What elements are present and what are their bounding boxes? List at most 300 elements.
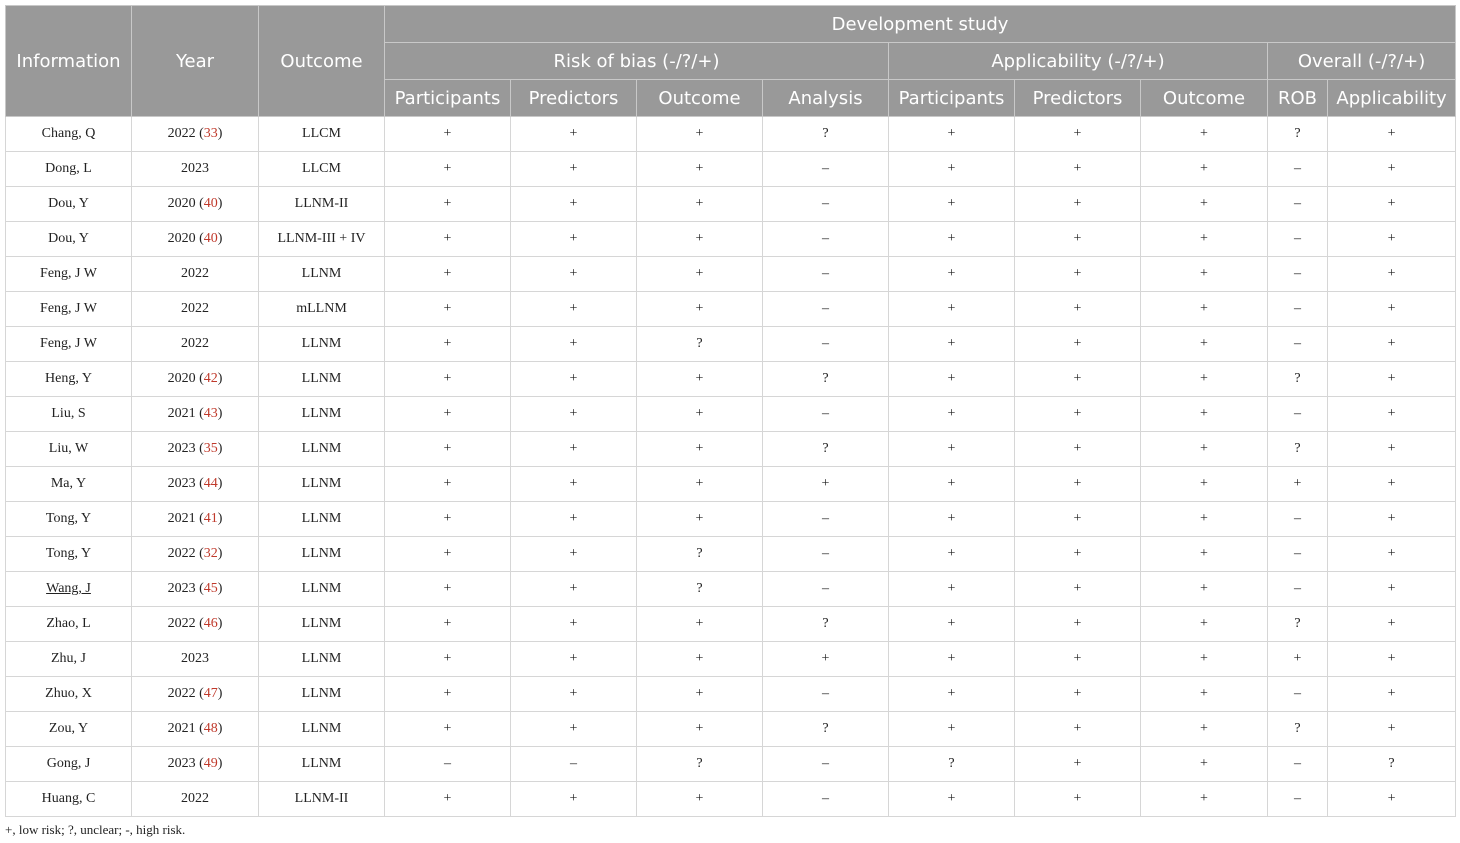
year-cell: 2023 (44): [132, 467, 259, 502]
applicability-rating-cell: +: [1015, 187, 1141, 222]
rob-rating-cell: +: [511, 292, 637, 327]
applicability-rating-cell: +: [1015, 467, 1141, 502]
rob-rating-cell: –: [763, 222, 889, 257]
reference-link[interactable]: 46: [203, 616, 218, 631]
table-row: [6, 187, 1456, 222]
applicability-rating-cell: +: [889, 397, 1015, 432]
rob-rating-cell: –: [763, 397, 889, 432]
year-value: 2023: [181, 651, 209, 666]
overall-rating-cell: +: [1268, 467, 1328, 502]
author-cell: [6, 467, 132, 502]
year-value: 2021: [167, 406, 196, 421]
overall-rating-cell: +: [1328, 187, 1456, 222]
overall-rating-cell: +: [1328, 572, 1456, 607]
rob-rating-cell: –: [763, 292, 889, 327]
rob-rating-cell: +: [763, 642, 889, 677]
applicability-rating-cell: +: [889, 327, 1015, 362]
table-row: [6, 152, 1456, 187]
rob-rating-cell: +: [511, 607, 637, 642]
applicability-rating-cell: ?: [889, 747, 1015, 782]
rob-rating-cell: +: [637, 432, 763, 467]
header-row-1: [6, 6, 1456, 43]
year-value: 2023: [167, 581, 196, 596]
overall-rating-cell: –: [1268, 502, 1328, 537]
author-cell: [6, 432, 132, 467]
applicability-rating-cell: +: [889, 642, 1015, 677]
rob-rating-cell: +: [511, 782, 637, 817]
author-cell: [6, 117, 132, 152]
outcome-cell: LLNM: [259, 677, 385, 712]
table-row: [6, 327, 1456, 362]
rob-rating-cell: +: [511, 537, 637, 572]
rob-rating-cell: +: [511, 117, 637, 152]
rob-rating-cell: ?: [637, 537, 763, 572]
overall-rating-cell: +: [1328, 292, 1456, 327]
rob-rating-cell: –: [763, 502, 889, 537]
overall-rating-cell: –: [1268, 257, 1328, 292]
author-cell: [6, 572, 132, 607]
author-name: Zhao, L: [46, 616, 91, 631]
applicability-rating-cell: +: [1015, 642, 1141, 677]
applicability-rating-cell: +: [889, 537, 1015, 572]
outcome-cell: LLNM: [259, 327, 385, 362]
rob-rating-cell: –: [763, 152, 889, 187]
rob-rating-cell: +: [385, 782, 511, 817]
applicability-rating-cell: +: [1141, 292, 1268, 327]
year-cell: 2020 (40): [132, 222, 259, 257]
rob-rating-cell: +: [511, 257, 637, 292]
outcome-cell: LLNM: [259, 397, 385, 432]
outcome-cell: LLNM: [259, 432, 385, 467]
header-rob-col-0: Participants: [385, 80, 511, 117]
rob-rating-cell: +: [637, 292, 763, 327]
rob-rating-cell: +: [637, 677, 763, 712]
applicability-rating-cell: +: [1141, 397, 1268, 432]
reference-link[interactable]: 44: [203, 476, 218, 491]
header-risk-of-bias: Risk of bias (-/?/+): [385, 43, 889, 80]
author-cell: [6, 782, 132, 817]
applicability-rating-cell: +: [1015, 502, 1141, 537]
rob-rating-cell: +: [511, 397, 637, 432]
overall-rating-cell: ?: [1268, 117, 1328, 152]
rob-rating-cell: +: [637, 222, 763, 257]
applicability-rating-cell: +: [1015, 432, 1141, 467]
rob-rating-cell: +: [637, 152, 763, 187]
applicability-rating-cell: +: [889, 117, 1015, 152]
applicability-rating-cell: +: [889, 712, 1015, 747]
rob-rating-cell: +: [511, 327, 637, 362]
reference-link[interactable]: 40: [203, 231, 218, 246]
author-name: Dou, Y: [48, 231, 89, 246]
rob-rating-cell: +: [511, 187, 637, 222]
applicability-rating-cell: +: [1015, 327, 1141, 362]
reference-link[interactable]: 49: [203, 756, 218, 771]
table-row: [6, 502, 1456, 537]
applicability-rating-cell: +: [889, 432, 1015, 467]
overall-rating-cell: +: [1328, 117, 1456, 152]
applicability-rating-cell: +: [889, 677, 1015, 712]
rob-rating-cell: ?: [763, 607, 889, 642]
overall-rating-cell: ?: [1328, 747, 1456, 782]
overall-rating-cell: +: [1328, 607, 1456, 642]
year-value: 2023: [167, 756, 196, 771]
overall-rating-cell: +: [1328, 397, 1456, 432]
applicability-rating-cell: +: [1141, 607, 1268, 642]
overall-rating-cell: +: [1328, 502, 1456, 537]
overall-rating-cell: +: [1328, 712, 1456, 747]
rob-rating-cell: –: [763, 677, 889, 712]
overall-rating-cell: –: [1268, 677, 1328, 712]
rob-rating-cell: –: [763, 782, 889, 817]
rob-rating-cell: +: [385, 642, 511, 677]
overall-rating-cell: +: [1328, 537, 1456, 572]
table-row: [6, 397, 1456, 432]
year-value: 2022: [181, 791, 209, 806]
table-header: [6, 6, 1456, 117]
year-cell: 2022 (46): [132, 607, 259, 642]
header-app-col-2: Outcome: [1141, 80, 1268, 117]
reference-link[interactable]: 35: [203, 441, 218, 456]
outcome-cell: LLNM: [259, 712, 385, 747]
year-value: 2023: [167, 441, 196, 456]
author-name: Zou, Y: [48, 721, 89, 736]
applicability-rating-cell: +: [889, 607, 1015, 642]
applicability-rating-cell: +: [1015, 782, 1141, 817]
reference-link[interactable]: 48: [203, 721, 218, 736]
author-cell: [6, 397, 132, 432]
overall-rating-cell: –: [1268, 782, 1328, 817]
header-development-study: Development study: [385, 6, 1456, 43]
overall-rating-cell: +: [1328, 257, 1456, 292]
table-footnote: +, low risk; ?, unclear; -, high risk.: [5, 822, 186, 837]
applicability-rating-cell: +: [1015, 222, 1141, 257]
outcome-cell: LLNM: [259, 537, 385, 572]
table-row: [6, 432, 1456, 467]
applicability-rating-cell: +: [1015, 712, 1141, 747]
author-name: Huang, C: [41, 791, 96, 806]
author-name: Ma, Y: [50, 476, 87, 491]
author-name: Zhuo, X: [45, 686, 92, 701]
table-row: [6, 747, 1456, 782]
overall-rating-cell: ?: [1268, 712, 1328, 747]
applicability-rating-cell: +: [1141, 362, 1268, 397]
rob-rating-cell: –: [763, 747, 889, 782]
applicability-rating-cell: +: [889, 257, 1015, 292]
year-value: 2021: [167, 511, 196, 526]
rob-rating-cell: +: [637, 642, 763, 677]
applicability-rating-cell: +: [1015, 572, 1141, 607]
rob-rating-cell: +: [385, 187, 511, 222]
rob-rating-cell: +: [637, 712, 763, 747]
applicability-rating-cell: +: [1141, 712, 1268, 747]
rob-rating-cell: +: [385, 397, 511, 432]
quality-assessment-table: [5, 5, 1456, 817]
outcome-cell: mLLNM: [259, 292, 385, 327]
applicability-rating-cell: +: [1141, 222, 1268, 257]
rob-rating-cell: +: [637, 117, 763, 152]
applicability-rating-cell: +: [1141, 677, 1268, 712]
rob-rating-cell: +: [637, 467, 763, 502]
table-row: [6, 222, 1456, 257]
reference-link[interactable]: 32: [203, 546, 218, 561]
year-cell: [132, 327, 259, 362]
overall-rating-cell: –: [1268, 222, 1328, 257]
applicability-rating-cell: +: [1141, 502, 1268, 537]
applicability-rating-cell: +: [1141, 642, 1268, 677]
overall-rating-cell: –: [1268, 537, 1328, 572]
year-value: 2022: [167, 546, 196, 561]
rob-rating-cell: +: [385, 327, 511, 362]
author-cell: [6, 537, 132, 572]
year-cell: 2023 (35): [132, 432, 259, 467]
applicability-rating-cell: +: [1141, 187, 1268, 222]
applicability-rating-cell: +: [1141, 152, 1268, 187]
rob-rating-cell: +: [637, 607, 763, 642]
rob-rating-cell: +: [511, 712, 637, 747]
overall-rating-cell: +: [1328, 782, 1456, 817]
header-overall-col-0: ROB: [1268, 80, 1328, 117]
outcome-cell: LLCM: [259, 152, 385, 187]
year-value: 2022: [167, 616, 196, 631]
rob-rating-cell: +: [385, 152, 511, 187]
rob-rating-cell: +: [511, 152, 637, 187]
reference-link[interactable]: 40: [203, 196, 218, 211]
rob-rating-cell: +: [511, 677, 637, 712]
applicability-rating-cell: +: [1141, 432, 1268, 467]
header-app-col-0: Participants: [889, 80, 1015, 117]
outcome-cell: LLCM: [259, 117, 385, 152]
rob-rating-cell: –: [385, 747, 511, 782]
author-cell: [6, 712, 132, 747]
year-cell: 2022 (33): [132, 117, 259, 152]
author-cell: [6, 677, 132, 712]
table-row: [6, 642, 1456, 677]
outcome-cell: LLNM: [259, 257, 385, 292]
applicability-rating-cell: +: [1141, 537, 1268, 572]
rob-rating-cell: +: [385, 467, 511, 502]
overall-rating-cell: –: [1268, 327, 1328, 362]
outcome-cell: LLNM: [259, 467, 385, 502]
year-cell: [132, 257, 259, 292]
applicability-rating-cell: +: [889, 502, 1015, 537]
applicability-rating-cell: +: [1015, 677, 1141, 712]
year-cell: 2022 (47): [132, 677, 259, 712]
applicability-rating-cell: +: [1141, 117, 1268, 152]
year-value: 2020: [167, 231, 196, 246]
overall-rating-cell: ?: [1268, 362, 1328, 397]
year-value: 2022: [181, 336, 209, 351]
applicability-rating-cell: +: [1015, 397, 1141, 432]
applicability-rating-cell: +: [1015, 152, 1141, 187]
table-row: [6, 467, 1456, 502]
outcome-cell: LLNM-III + IV: [259, 222, 385, 257]
author-name: Dou, Y: [48, 196, 89, 211]
rob-rating-cell: –: [763, 257, 889, 292]
applicability-rating-cell: +: [889, 222, 1015, 257]
author-name: Feng, J W: [40, 266, 97, 281]
year-cell: [132, 292, 259, 327]
year-cell: 2022 (32): [132, 537, 259, 572]
year-value: 2022: [167, 686, 196, 701]
rob-rating-cell: +: [385, 537, 511, 572]
rob-rating-cell: ?: [763, 362, 889, 397]
applicability-rating-cell: +: [1141, 257, 1268, 292]
author-name: Wang, J: [46, 581, 91, 596]
reference-link[interactable]: 33: [203, 126, 218, 141]
author-cell: [6, 257, 132, 292]
author-name: Gong, J: [46, 756, 91, 771]
quality-assessment-table-container: [5, 5, 1455, 817]
outcome-cell: LLNM: [259, 362, 385, 397]
overall-rating-cell: –: [1268, 747, 1328, 782]
applicability-rating-cell: +: [889, 187, 1015, 222]
year-value: 2022: [167, 126, 196, 141]
author-name: Feng, J W: [40, 301, 97, 316]
author-cell: [6, 292, 132, 327]
rob-rating-cell: –: [763, 572, 889, 607]
rob-rating-cell: +: [511, 362, 637, 397]
rob-rating-cell: +: [385, 362, 511, 397]
applicability-rating-cell: +: [1141, 782, 1268, 817]
applicability-rating-cell: +: [889, 362, 1015, 397]
reference-link[interactable]: 45: [203, 581, 218, 596]
author-cell: [6, 747, 132, 782]
header-rob-col-1: Predictors: [511, 80, 637, 117]
header-rob-col-2: Outcome: [637, 80, 763, 117]
rob-rating-cell: –: [763, 187, 889, 222]
rob-rating-cell: ?: [637, 747, 763, 782]
rob-rating-cell: +: [385, 572, 511, 607]
applicability-rating-cell: +: [889, 152, 1015, 187]
year-cell: 2020 (40): [132, 187, 259, 222]
author-name: Tong, Y: [45, 546, 92, 561]
rob-rating-cell: +: [385, 117, 511, 152]
rob-rating-cell: +: [637, 397, 763, 432]
author-name: Chang, Q: [41, 126, 96, 141]
applicability-rating-cell: +: [1015, 257, 1141, 292]
reference-link[interactable]: 42: [203, 371, 218, 386]
table-row: [6, 537, 1456, 572]
outcome-cell: LLNM: [259, 747, 385, 782]
applicability-rating-cell: +: [889, 572, 1015, 607]
year-cell: 2021 (41): [132, 502, 259, 537]
rob-rating-cell: +: [511, 467, 637, 502]
rob-rating-cell: ?: [637, 572, 763, 607]
year-cell: [132, 152, 259, 187]
header-applicability: Applicability (-/?/+): [889, 43, 1268, 80]
overall-rating-cell: +: [1328, 362, 1456, 397]
rob-rating-cell: +: [637, 362, 763, 397]
rob-rating-cell: –: [763, 537, 889, 572]
header-app-col-1: Predictors: [1015, 80, 1141, 117]
year-value: 2020: [167, 371, 196, 386]
year-cell: 2021 (48): [132, 712, 259, 747]
overall-rating-cell: +: [1328, 642, 1456, 677]
table-body: [6, 117, 1456, 817]
author-cell: [6, 502, 132, 537]
author-cell: [6, 222, 132, 257]
author-cell: [6, 362, 132, 397]
year-cell: 2020 (42): [132, 362, 259, 397]
overall-rating-cell: –: [1268, 187, 1328, 222]
outcome-cell: LLNM-II: [259, 187, 385, 222]
overall-rating-cell: –: [1268, 572, 1328, 607]
header-overall-col-1: Applicability: [1328, 80, 1456, 117]
applicability-rating-cell: +: [889, 782, 1015, 817]
rob-rating-cell: +: [385, 677, 511, 712]
applicability-rating-cell: +: [1141, 572, 1268, 607]
applicability-rating-cell: +: [1141, 467, 1268, 502]
author-cell: [6, 187, 132, 222]
author-cell: [6, 152, 132, 187]
table-row: [6, 257, 1456, 292]
rob-rating-cell: ?: [763, 432, 889, 467]
rob-rating-cell: +: [511, 572, 637, 607]
overall-rating-cell: +: [1328, 677, 1456, 712]
author-name: Heng, Y: [45, 371, 92, 386]
header-outcome: Outcome: [259, 6, 385, 117]
rob-rating-cell: +: [637, 502, 763, 537]
author-name: Tong, Y: [45, 511, 92, 526]
year-cell: [132, 782, 259, 817]
overall-rating-cell: +: [1268, 642, 1328, 677]
overall-rating-cell: +: [1328, 327, 1456, 362]
year-value: 2021: [167, 721, 196, 736]
author-name: Dong, L: [45, 161, 92, 176]
overall-rating-cell: +: [1328, 152, 1456, 187]
applicability-rating-cell: +: [1015, 537, 1141, 572]
applicability-rating-cell: +: [1141, 747, 1268, 782]
outcome-cell: LLNM-II: [259, 782, 385, 817]
table-row: [6, 607, 1456, 642]
rob-rating-cell: +: [385, 502, 511, 537]
reference-link[interactable]: 43: [203, 406, 218, 421]
header-rob-col-3: Analysis: [763, 80, 889, 117]
rob-rating-cell: ?: [763, 117, 889, 152]
rob-rating-cell: +: [637, 187, 763, 222]
applicability-rating-cell: +: [889, 467, 1015, 502]
rob-rating-cell: +: [511, 502, 637, 537]
header-overall: Overall (-/?/+): [1268, 43, 1456, 80]
rob-rating-cell: +: [637, 782, 763, 817]
rob-rating-cell: +: [511, 222, 637, 257]
rob-rating-cell: +: [511, 432, 637, 467]
table-row: [6, 117, 1456, 152]
reference-link[interactable]: 47: [203, 686, 218, 701]
overall-rating-cell: +: [1328, 222, 1456, 257]
year-cell: 2023 (45): [132, 572, 259, 607]
outcome-cell: LLNM: [259, 502, 385, 537]
outcome-cell: LLNM: [259, 607, 385, 642]
rob-rating-cell: +: [385, 222, 511, 257]
reference-link[interactable]: 41: [203, 511, 218, 526]
table-row: [6, 677, 1456, 712]
year-cell: 2021 (43): [132, 397, 259, 432]
overall-rating-cell: –: [1268, 152, 1328, 187]
author-name: Liu, W: [48, 441, 89, 456]
table-row: [6, 572, 1456, 607]
applicability-rating-cell: +: [1141, 327, 1268, 362]
year-value: 2020: [167, 196, 196, 211]
rob-rating-cell: +: [385, 432, 511, 467]
header-information: Information: [6, 6, 132, 117]
applicability-rating-cell: +: [1015, 362, 1141, 397]
year-value: 2023: [167, 476, 196, 491]
author-name: Liu, S: [51, 406, 86, 421]
table-row: [6, 712, 1456, 747]
rob-rating-cell: +: [637, 257, 763, 292]
year-cell: [132, 642, 259, 677]
